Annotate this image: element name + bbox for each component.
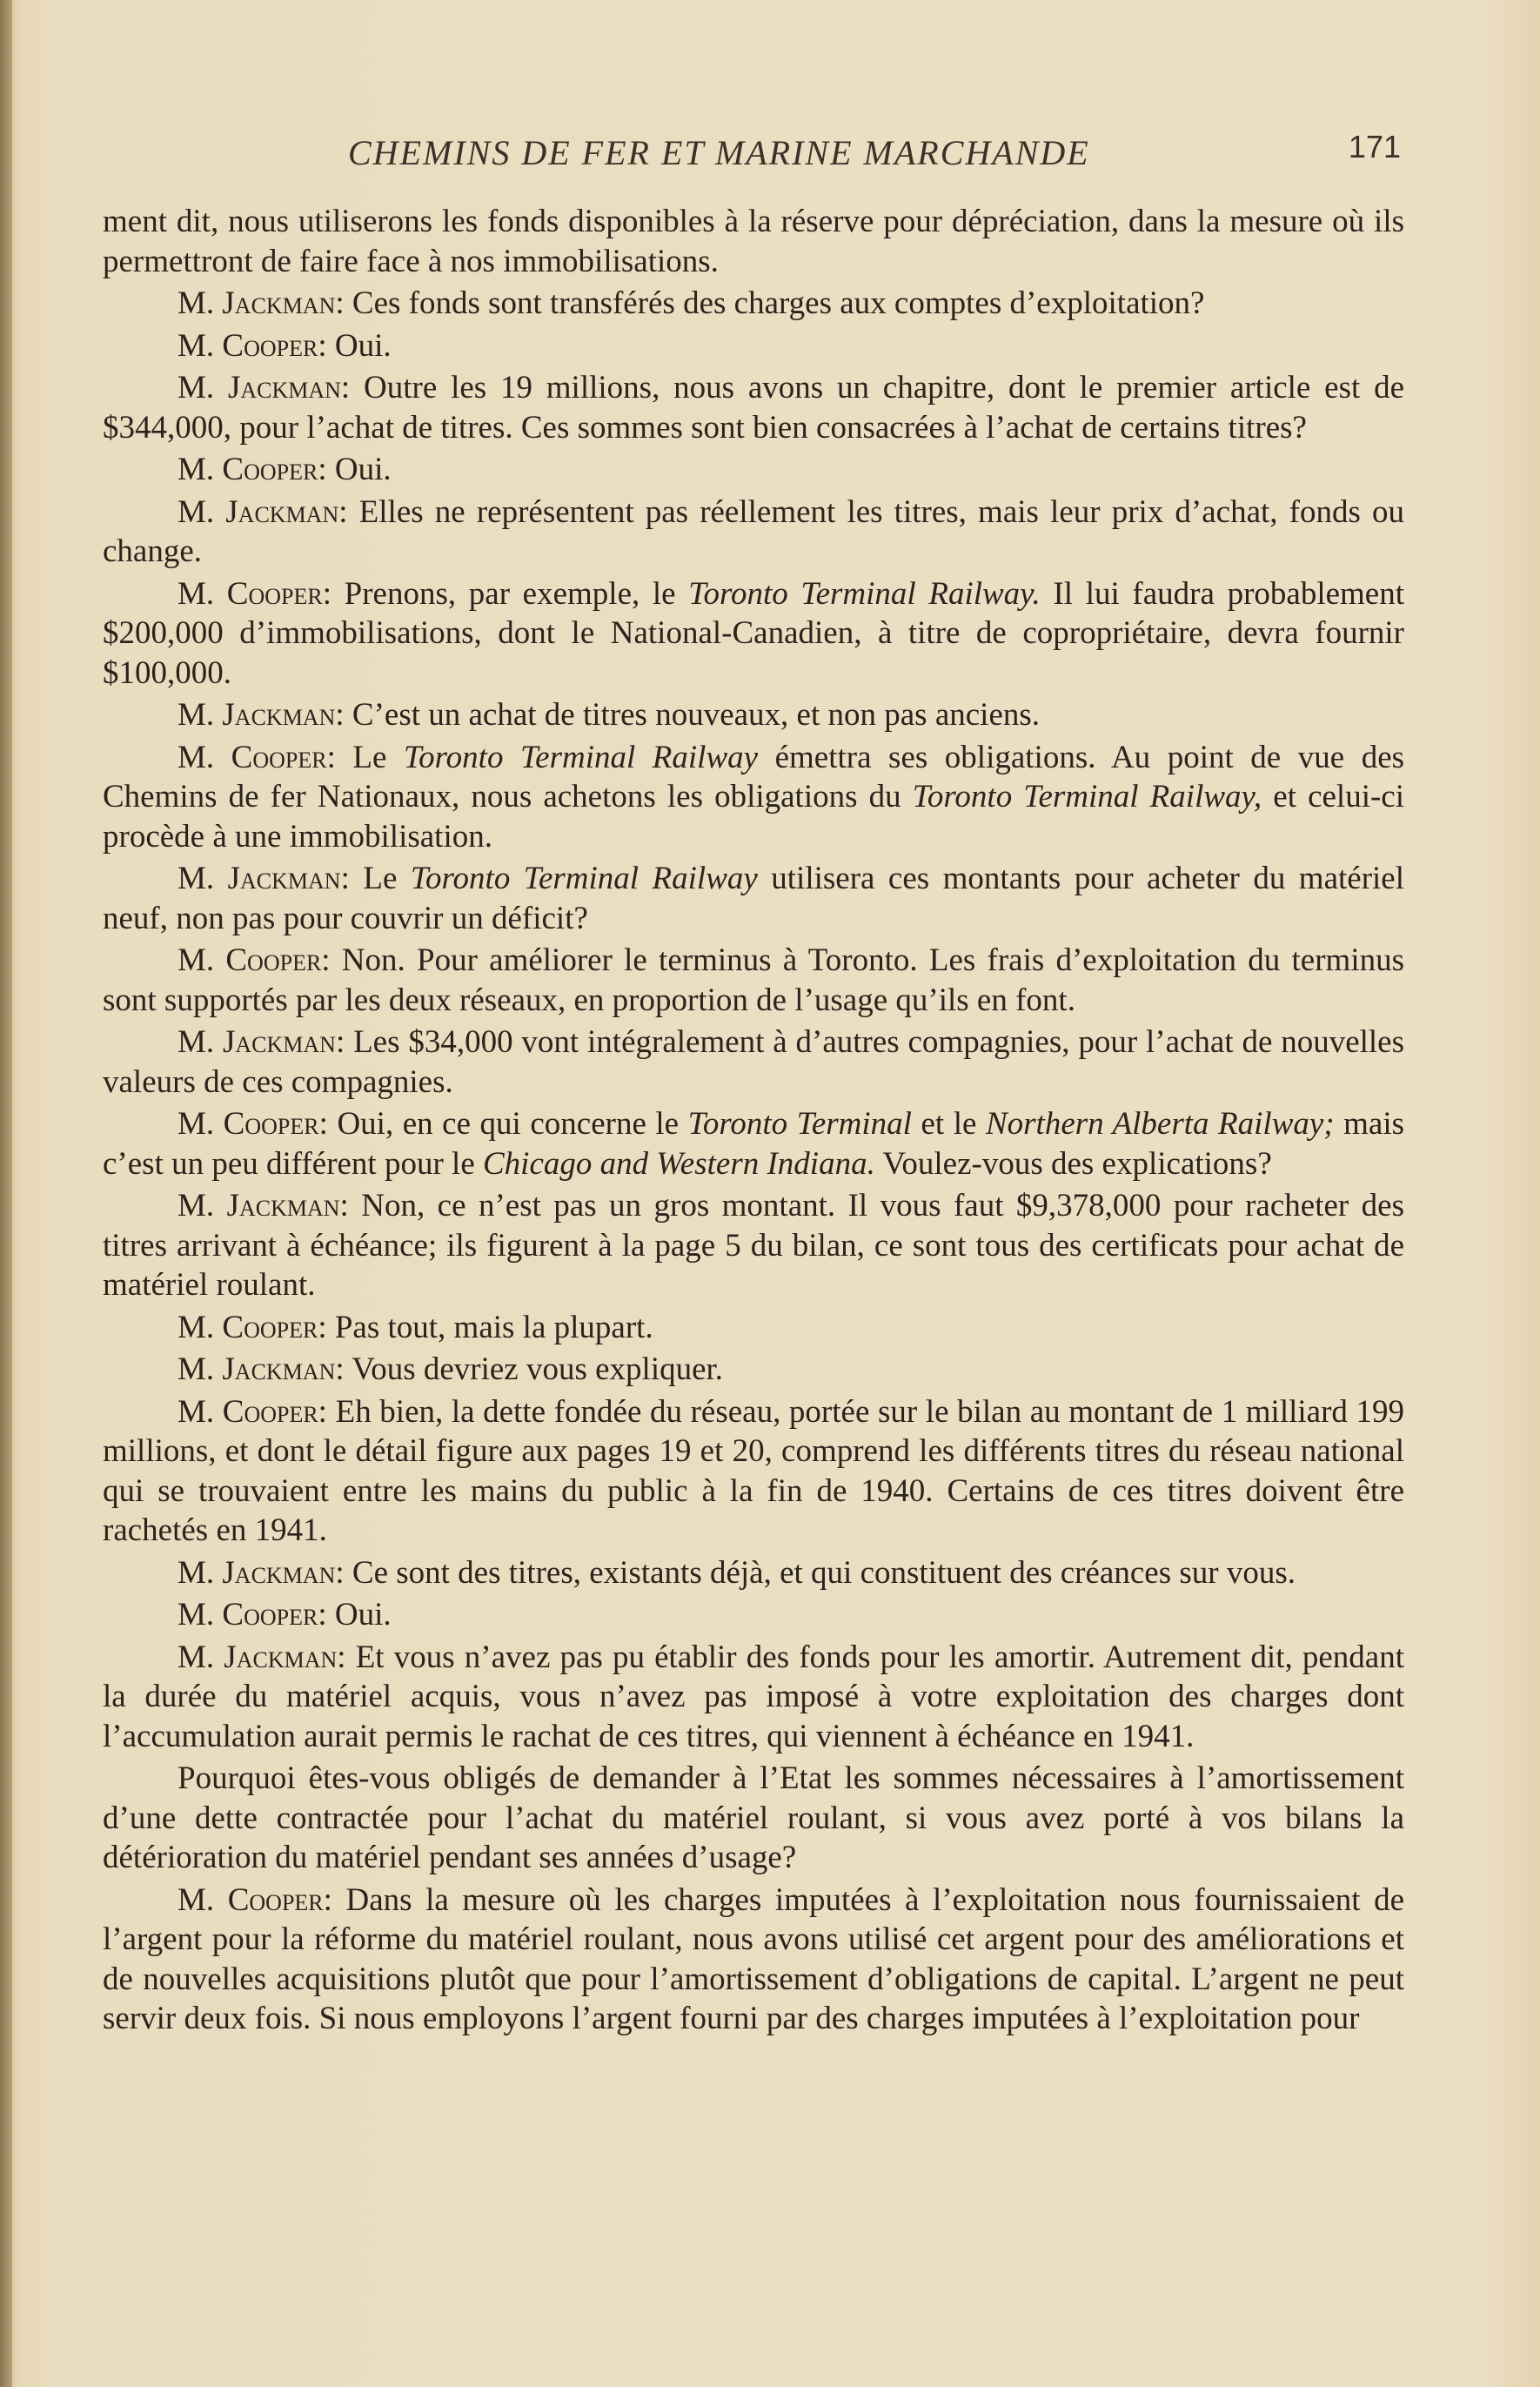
paragraph-text: Oui. — [334, 327, 392, 364]
paragraph-text: Et vous n’avez pas pu établir des fonds pour les amortir. Autrement dit, pendant la durée du matériel acquis, vous n’avez pas imposé à votre exploitation des charges dont l’accumulation aurait permis le rachat de ces titres, qui viennent à échéance en 1941. — [103, 1639, 1405, 1754]
paragraph — [103, 1553, 1404, 1593]
paragraph — [103, 202, 1404, 281]
paragraph-text: Eh bien, la dette fondée du réseau, portée sur le bilan au montant de 1 milliard 199 millions, et dont le détail figure aux pages 19 et 20, comprend les différents titres du réseau national qui se trouvaient entre les mains du public à la fin de 1940. Certains de ces titres doivent être rachetés en 1941. — [103, 1393, 1405, 1548]
italic-text: Northern Alberta Railway; — [985, 1106, 1335, 1142]
speaker-name: M. Cooper: — [177, 942, 331, 978]
speaker-name: M. Cooper: — [177, 1393, 327, 1430]
speaker-name: M. Jackman: — [177, 1188, 349, 1224]
paragraph-text: ment dit, nous utiliserons les fonds disponibles à la réserve pour dépréciation, dans la mesure où ils permettront de faire face à nos immobilisations. — [103, 204, 1404, 279]
speaker-name: M. Jackman: — [177, 1554, 345, 1591]
italic-text: Toronto Terminal Railway — [403, 739, 759, 775]
paragraph — [103, 1759, 1404, 1878]
speaker-name: M. Cooper: — [177, 739, 336, 775]
paragraph — [103, 1392, 1404, 1551]
paragraph — [103, 284, 1404, 324]
paragraph-text: émettra ses obligations. Au point de vue des Chemins de fer Nationaux, nous achetons les obligations du — [103, 739, 1405, 815]
speaker-name: M. Jackman: — [177, 861, 350, 896]
italic-text: Toronto Terminal — [687, 1106, 912, 1142]
paragraph — [103, 493, 1404, 572]
paragraph-text: Les $34,000 vont intégralement à d’autres compagnies, pour l’achat de nouvelles valeurs de ces compagnies. — [103, 1024, 1405, 1100]
speaker-name: M. Jackman: — [177, 370, 351, 406]
body-text — [103, 202, 1404, 2042]
paragraph-text: Non, ce n’est pas un gros montant. Il vous faut $9,378,000 pour racheter des titres arrivant à échéance; ils figurent à la page 5 du bilan, ce sont tous des certificats pour achat de matériel roulant. — [103, 1188, 1404, 1303]
speaker-name: M. Jackman: — [177, 1351, 345, 1387]
speaker-name: M. Cooper: — [177, 1597, 327, 1633]
paragraph-text: et le — [911, 1106, 986, 1142]
paragraph-text: Dans la mesure où les charges imputées à l’exploitation nous fournissaient de l’argent pour la réforme du matériel roulant, nous avons utilisé cet argent pour des améliorations et de nouvelles acquisitions plutôt que pour l’amortissement d’obligations de capital. L’argent ne peut servir deux fois. Si nous employons l’argent fourni par des charges imputées à l’exploitation pour — [103, 1881, 1405, 2036]
paragraph — [103, 1308, 1404, 1348]
italic-text: Toronto Terminal Railway. — [688, 575, 1041, 612]
paragraph-text: Elles ne représentent pas réellement les titres, mais leur prix d’achat, fonds ou change. — [103, 493, 1405, 569]
paragraph — [103, 326, 1404, 366]
paragraph — [103, 1186, 1404, 1305]
paragraph-text: Pas tout, mais la plupart. — [334, 1309, 653, 1345]
paragraph-text: Oui, en ce qui concerne le — [337, 1106, 688, 1142]
page-header — [104, 129, 1401, 184]
italic-text: Toronto Terminal Railway — [410, 861, 758, 896]
paragraph — [103, 738, 1404, 857]
paragraph-text: Il lui faudra probablement $200,000 d’immobilisations, dont le National-Canadien, à titre de copropriétaire, devra fournir $100,000. — [103, 575, 1404, 691]
paragraph — [103, 1104, 1404, 1183]
paragraph-text: et celui-ci procède à une immobilisation. — [103, 779, 1405, 855]
italic-text: Chicago and Western Indiana. — [483, 1145, 875, 1182]
book-spine — [0, 0, 12, 2387]
speaker-name: M. Jackman: — [177, 1024, 345, 1060]
paragraph — [103, 695, 1404, 735]
paragraph — [103, 859, 1404, 938]
page-number: 171 — [1348, 129, 1401, 164]
paragraph — [103, 941, 1404, 1020]
paragraph-text: Vous devriez vous expliquer. — [352, 1351, 724, 1387]
paragraph-text: Non. Pour améliorer le terminus à Toronto. Les frais d’exploitation du terminus sont supportés par les deux réseaux, en proportion de l’usage qu’ils en font. — [103, 942, 1405, 1018]
paragraph-text: utilisera ces montants pour acheter du matériel neuf, non pas pour couvrir un déficit? — [103, 861, 1404, 936]
paragraph-text: Ces fonds sont transférés des charges aux comptes d’exploitation? — [352, 285, 1205, 321]
paragraph-text: Outre les 19 millions, nous avons un chapitre, dont le premier article est de $344,000, pour l’achat de titres. Ces sommes sont bien consacrées à l’achat de certains titres? — [103, 370, 1404, 446]
speaker-name: M. Cooper: — [177, 1881, 332, 1918]
paragraph-text: Le — [352, 739, 404, 775]
paragraph-text: Le — [363, 861, 411, 896]
paragraph-text: Voulez-vous des explications? — [874, 1145, 1272, 1182]
speaker-name: M. Jackman: — [177, 285, 345, 321]
speaker-name: M. Cooper: — [177, 1309, 327, 1345]
speaker-name: M. Jackman: — [177, 697, 345, 733]
speaker-name: M. Jackman: — [177, 1639, 346, 1675]
speaker-name: M. Cooper: — [177, 1106, 328, 1142]
speaker-name: M. Cooper: — [177, 452, 327, 487]
paragraph-text: Prenons, par exemple, le — [344, 575, 689, 612]
speaker-name: M. Cooper: — [177, 575, 331, 612]
paragraph — [103, 1350, 1404, 1390]
paragraph — [103, 1638, 1404, 1757]
speaker-name: M. Cooper: — [177, 327, 327, 364]
speaker-name: M. Jackman: — [177, 493, 348, 530]
paragraph — [103, 1595, 1404, 1635]
paragraph-text: Ce sont des titres, existants déjà, et qui constituent des créances sur vous. — [352, 1554, 1296, 1591]
paragraph-text: C’est un achat de titres nouveaux, et non pas anciens. — [352, 697, 1041, 733]
paragraph — [103, 368, 1404, 447]
paragraph-text: Oui. — [334, 452, 392, 487]
paragraph-text: Oui. — [334, 1597, 392, 1633]
paragraph — [103, 1881, 1404, 2039]
paragraph-text: mais c’est un peu différent pour le — [103, 1106, 1405, 1182]
paragraph — [103, 1023, 1404, 1102]
running-title: CHEMINS DE FER ET MARINE MARCHANDE — [348, 133, 1090, 172]
italic-text: Toronto Terminal Railway, — [912, 779, 1262, 815]
paragraph — [103, 450, 1404, 490]
paragraph — [103, 574, 1404, 694]
paragraph-text: Pourquoi êtes-vous obligés de demander à l’Etat les sommes nécessaires à l’amortissement d’une dette contractée pour l’achat du matériel roulant, si vous avez porté à vos bilans la détérioration du matériel pendant ses années d’usage? — [103, 1760, 1404, 1875]
